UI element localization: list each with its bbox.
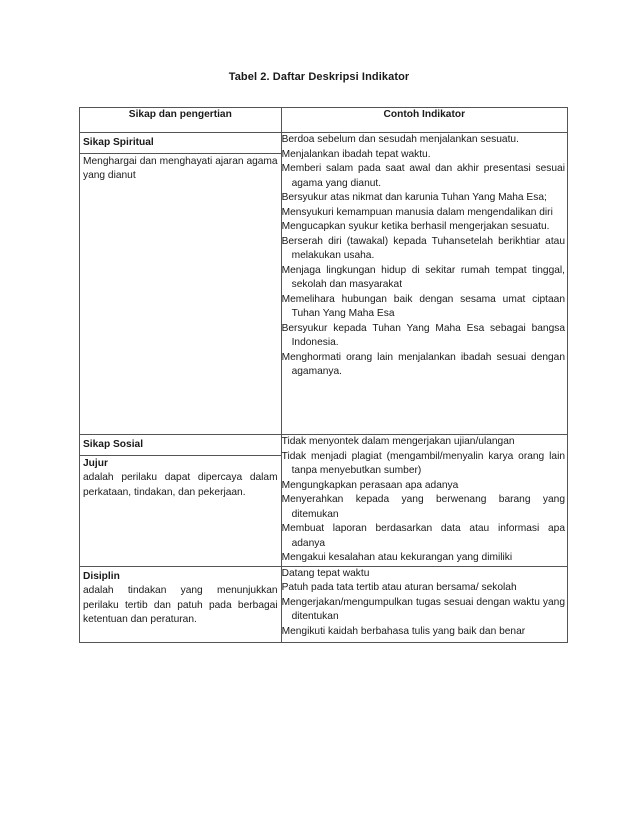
disiplin-description: adalah tindakan yang menunjukkan perilaku tertib dan patuh pada berbagai ketentuan dan peraturan. — [83, 585, 278, 625]
jujur-block — [80, 455, 281, 503]
table-header-row — [80, 108, 568, 133]
sosial-label: Sikap Sosial — [83, 439, 144, 450]
sosial-left-cell — [80, 435, 282, 567]
list-item: Datang tepat waktu — [281, 567, 370, 579]
list-item: Membuat laporan berdasarkan data atau informasi apa adanya — [281, 523, 565, 549]
jujur-label: Jujur — [83, 457, 108, 469]
jujur-description: adalah perilaku dapat dipercaya dalam perkataan, tindakan, dan pekerjaan. — [83, 472, 278, 498]
disiplin-left-cell — [80, 566, 282, 642]
spiritual-description: Menghargai dan menghayati ajaran agama yang dianut — [80, 153, 281, 186]
list-item: Mensyukuri kemampuan manusia dalam mengendalikan diri — [281, 206, 553, 218]
list-item: Menjalankan ibadah tepat waktu. — [281, 148, 431, 160]
sosial-indicator-list — [282, 435, 567, 566]
list-item: Berserah diri (tawakal) kepada Tuhansetelah berikhtiar atau melakukan usaha. — [281, 235, 565, 261]
spiritual-indicator-list — [282, 133, 567, 380]
list-item: Mengerjakan/mengumpulkan tugas sesuai dengan waktu yang ditentukan — [281, 596, 565, 622]
list-item: Patuh pada tata tertib atau aturan bersama/ sekolah — [281, 582, 517, 593]
table-row-spiritual — [80, 133, 568, 435]
header-attitude: Sikap dan pengertian — [80, 108, 282, 133]
list-item: Mengikuti kaidah berbahasa tulis yang baik dan benar — [281, 625, 526, 637]
list-item: Bersyukur kepada Tuhan Yang Maha Esa sebagai bangsa Indonesia. — [281, 322, 565, 348]
list-item: Memberi salam pada saat awal dan akhir presentasi sesuai agama yang dianut. — [281, 163, 565, 189]
list-item: Menyerahkan kepada yang berwenang barang yang ditemukan — [281, 494, 565, 520]
list-item: Menjaga lingkungan hidup di sekitar rumah tempat tinggal, sekolah dan masyarakat — [281, 264, 565, 290]
table-row-sosial — [80, 435, 568, 567]
table-title: Tabel 2. Daftar Deskripsi Indikator — [228, 71, 410, 83]
disiplin-indicators-cell — [281, 566, 567, 642]
list-item: Mengucapkan syukur ketika berhasil mengerjakan sesuatu. — [281, 221, 550, 232]
disiplin-label: Disiplin — [83, 570, 120, 582]
list-item: Bersyukur atas nikmat dan karunia Tuhan Yang Maha Esa; — [281, 192, 547, 203]
spiritual-indicators-cell — [281, 133, 567, 435]
disiplin-indicator-list — [282, 567, 567, 640]
list-item: Mengungkapkan perasaan apa adanya — [281, 479, 459, 491]
list-item: Menghormati orang lain menjalankan ibadah sesuai dengan agamanya. — [281, 351, 565, 377]
list-item: Tidak menjadi plagiat (mengambil/menyalin karya orang lain tanpa menyebutkan sumber) — [281, 450, 565, 476]
table-row-disiplin — [80, 566, 568, 642]
indicator-table — [79, 107, 568, 643]
list-item: Mengakui kesalahan atau kekurangan yang dimiliki — [281, 552, 513, 563]
list-item: Memelihara hubungan baik dengan sesama umat ciptaan Tuhan Yang Maha Esa — [281, 293, 565, 319]
spiritual-left-cell — [80, 133, 282, 435]
list-item: Berdoa sebelum dan sesudah menjalankan sesuatu. — [281, 134, 519, 145]
sosial-indicators-cell — [281, 435, 567, 567]
list-item: Tidak menyontek dalam mengerjakan ujian/ulangan — [281, 436, 515, 447]
header-indicator: Contoh Indikator — [281, 108, 567, 133]
spiritual-label: Sikap Spiritual — [83, 137, 154, 148]
